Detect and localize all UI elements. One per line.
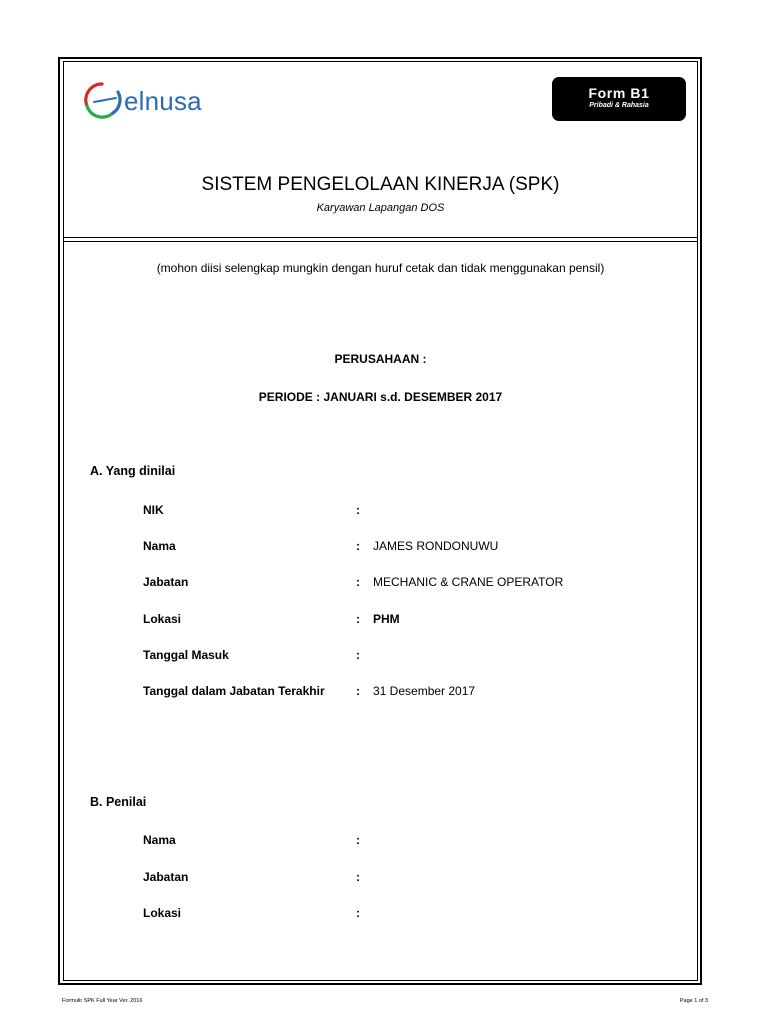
field-value-nama: JAMES RONDONUWU — [373, 539, 499, 553]
field-colon: : — [356, 575, 360, 589]
form-badge — [552, 77, 686, 121]
field-colon: : — [356, 870, 360, 884]
page-subtitle: Karyawan Lapangan DOS — [316, 202, 445, 214]
field-colon: : — [356, 906, 360, 920]
field-value-jabatan: MECHANIC & CRANE OPERATOR — [373, 575, 564, 589]
footer-form-version: Formulir SPK Full Year Ver. 2016 — [62, 998, 143, 1004]
field-colon: : — [356, 833, 360, 847]
field-label-tanggal-masuk: Tanggal Masuk — [143, 648, 229, 662]
elnusa-logo-icon — [80, 78, 124, 122]
field-label-tanggal-jabatan: Tanggal dalam Jabatan Terakhir — [143, 684, 325, 698]
form-confidential-note: Pribadi & Rahasia — [589, 102, 649, 109]
field-label-jabatan: Jabatan — [143, 575, 189, 589]
footer-page-number: Page 1 of 3 — [679, 998, 708, 1004]
elnusa-logo — [80, 78, 230, 122]
company-label: PERUSAHAAN : — [334, 352, 427, 366]
section-a-title: A. Yang dinilai — [90, 464, 176, 478]
field-label-nama: Nama — [143, 539, 176, 553]
field-label-lokasi: Lokasi — [143, 612, 182, 626]
logo-text: elnusa — [124, 86, 202, 116]
field-label-nik: NIK — [143, 503, 164, 517]
field-label-penilai-jabatan: Jabatan — [143, 870, 189, 884]
field-value-lokasi: PHM — [373, 612, 400, 626]
page-title: SISTEM PENGELOLAAN KINERJA (SPK) — [201, 174, 560, 195]
section-b-title: B. Penilai — [90, 795, 147, 809]
field-colon: : — [356, 612, 360, 626]
header-divider-top — [63, 237, 698, 238]
field-label-penilai-lokasi: Lokasi — [143, 906, 182, 920]
field-label-penilai-nama: Nama — [143, 833, 176, 847]
period-label: PERIODE : JANUARI s.d. DESEMBER 2017 — [258, 390, 503, 404]
field-colon: : — [356, 684, 360, 698]
fill-instruction: (mohon diisi selengkap mungkin dengan huruf cetak dan tidak menggunakan pensil) — [156, 261, 605, 275]
form-code: Form B1 — [588, 85, 650, 101]
field-colon: : — [356, 539, 360, 553]
field-value-tanggal-jabatan: 31 Desember 2017 — [373, 684, 476, 698]
field-colon: : — [356, 648, 360, 662]
header-divider-bottom — [63, 241, 698, 242]
field-colon: : — [356, 503, 360, 517]
